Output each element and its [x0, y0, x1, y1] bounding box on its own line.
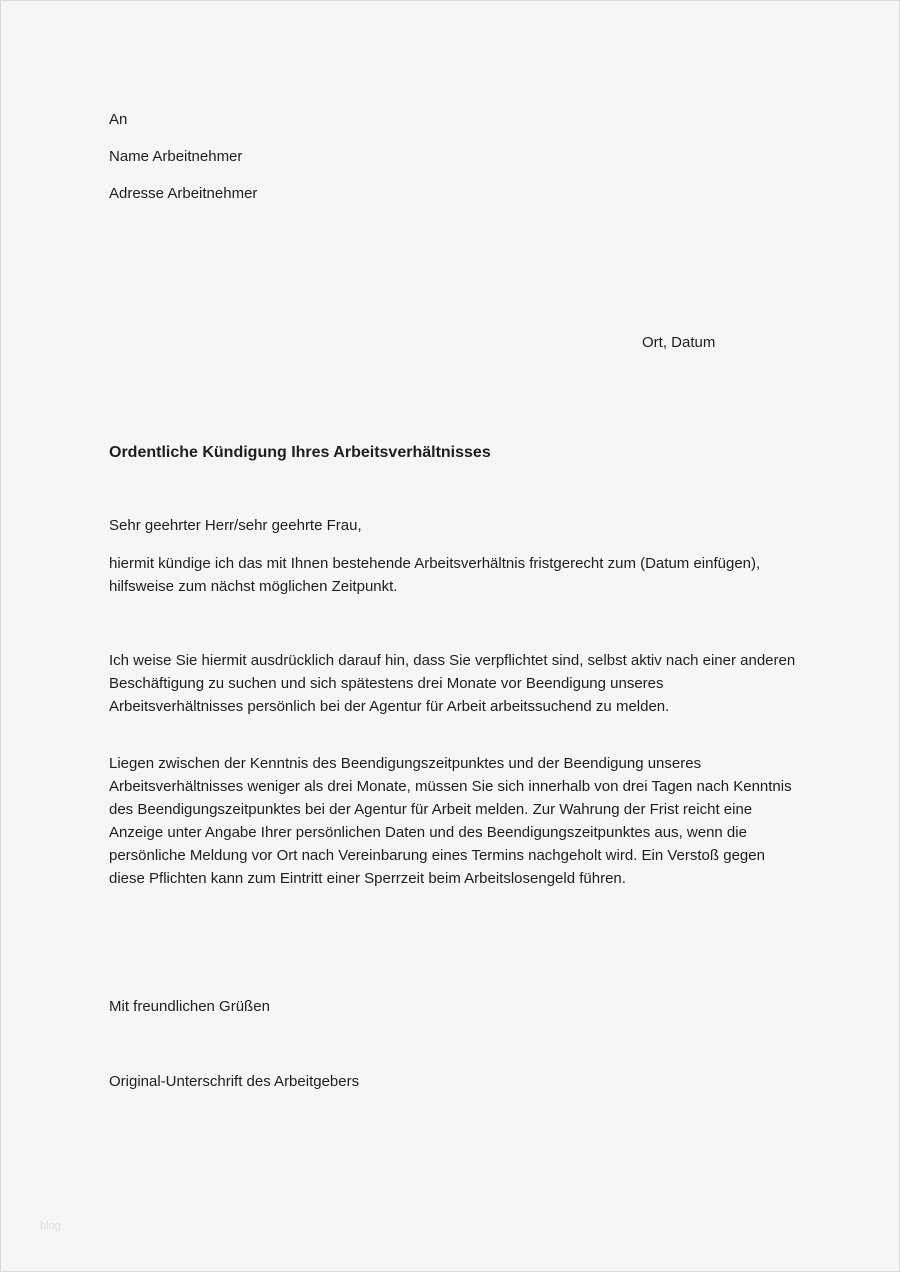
body-paragraph-2: Ich weise Sie hiermit ausdrücklich darauf hin, dass Sie verpflichtet sind, selbst aktiv nach einer anderen Beschäftigung zu suchen und sich spätestens drei Monate vor Beendigung unseres Arbeitsverhältnisses persönlich bei der Agentur für Arbeit arbeitssuchend zu melden. [109, 652, 796, 715]
closing-formula: Mit freundlichen Grüßen [109, 998, 270, 1015]
watermark-text: blog [40, 1220, 61, 1232]
body-paragraph-3: Liegen zwischen der Kenntnis des Beendigungszeitpunktes und der Beendigung unseres Arbeitsverhältnisses weniger als drei Monate, müssen Sie sich innerhalb von drei Tagen nach Kenntnis des Beendigungszeitpunktes bei der Agentur für Arbeit melden. Zur Wahrung der Frist reicht eine Anzeige unter Angabe Ihrer persönlichen Daten und des Beendigungszeitpunktes aus, wenn die persönliche Meldung vor Ort nach Vereinbarung eines Termins nachgeholt wird. Ein Verstoß gegen diese Pflichten kann zum Eintritt einer Sperrzeit beim Arbeitslosengeld führen. [109, 755, 792, 887]
salutation: Sehr geehrter Herr/sehr geehrte Frau, [109, 517, 362, 534]
recipient-prefix: An [109, 111, 128, 128]
subject-line: Ordentliche Kündigung Ihres Arbeitsverhältnisses [109, 444, 491, 461]
signature-line: Original-Unterschrift des Arbeitgebers [109, 1073, 360, 1090]
place-date-line: Ort, Datum [642, 334, 716, 351]
recipient-address: Adresse Arbeitnehmer [109, 185, 258, 202]
recipient-name: Name Arbeitnehmer [109, 148, 243, 165]
body-paragraph-1: hiermit kündige ich das mit Ihnen bestehende Arbeitsverhältnis fristgerecht zum (Datum einfügen), hilfsweise zum nächst möglichen Zeitpunkt. [109, 555, 761, 595]
